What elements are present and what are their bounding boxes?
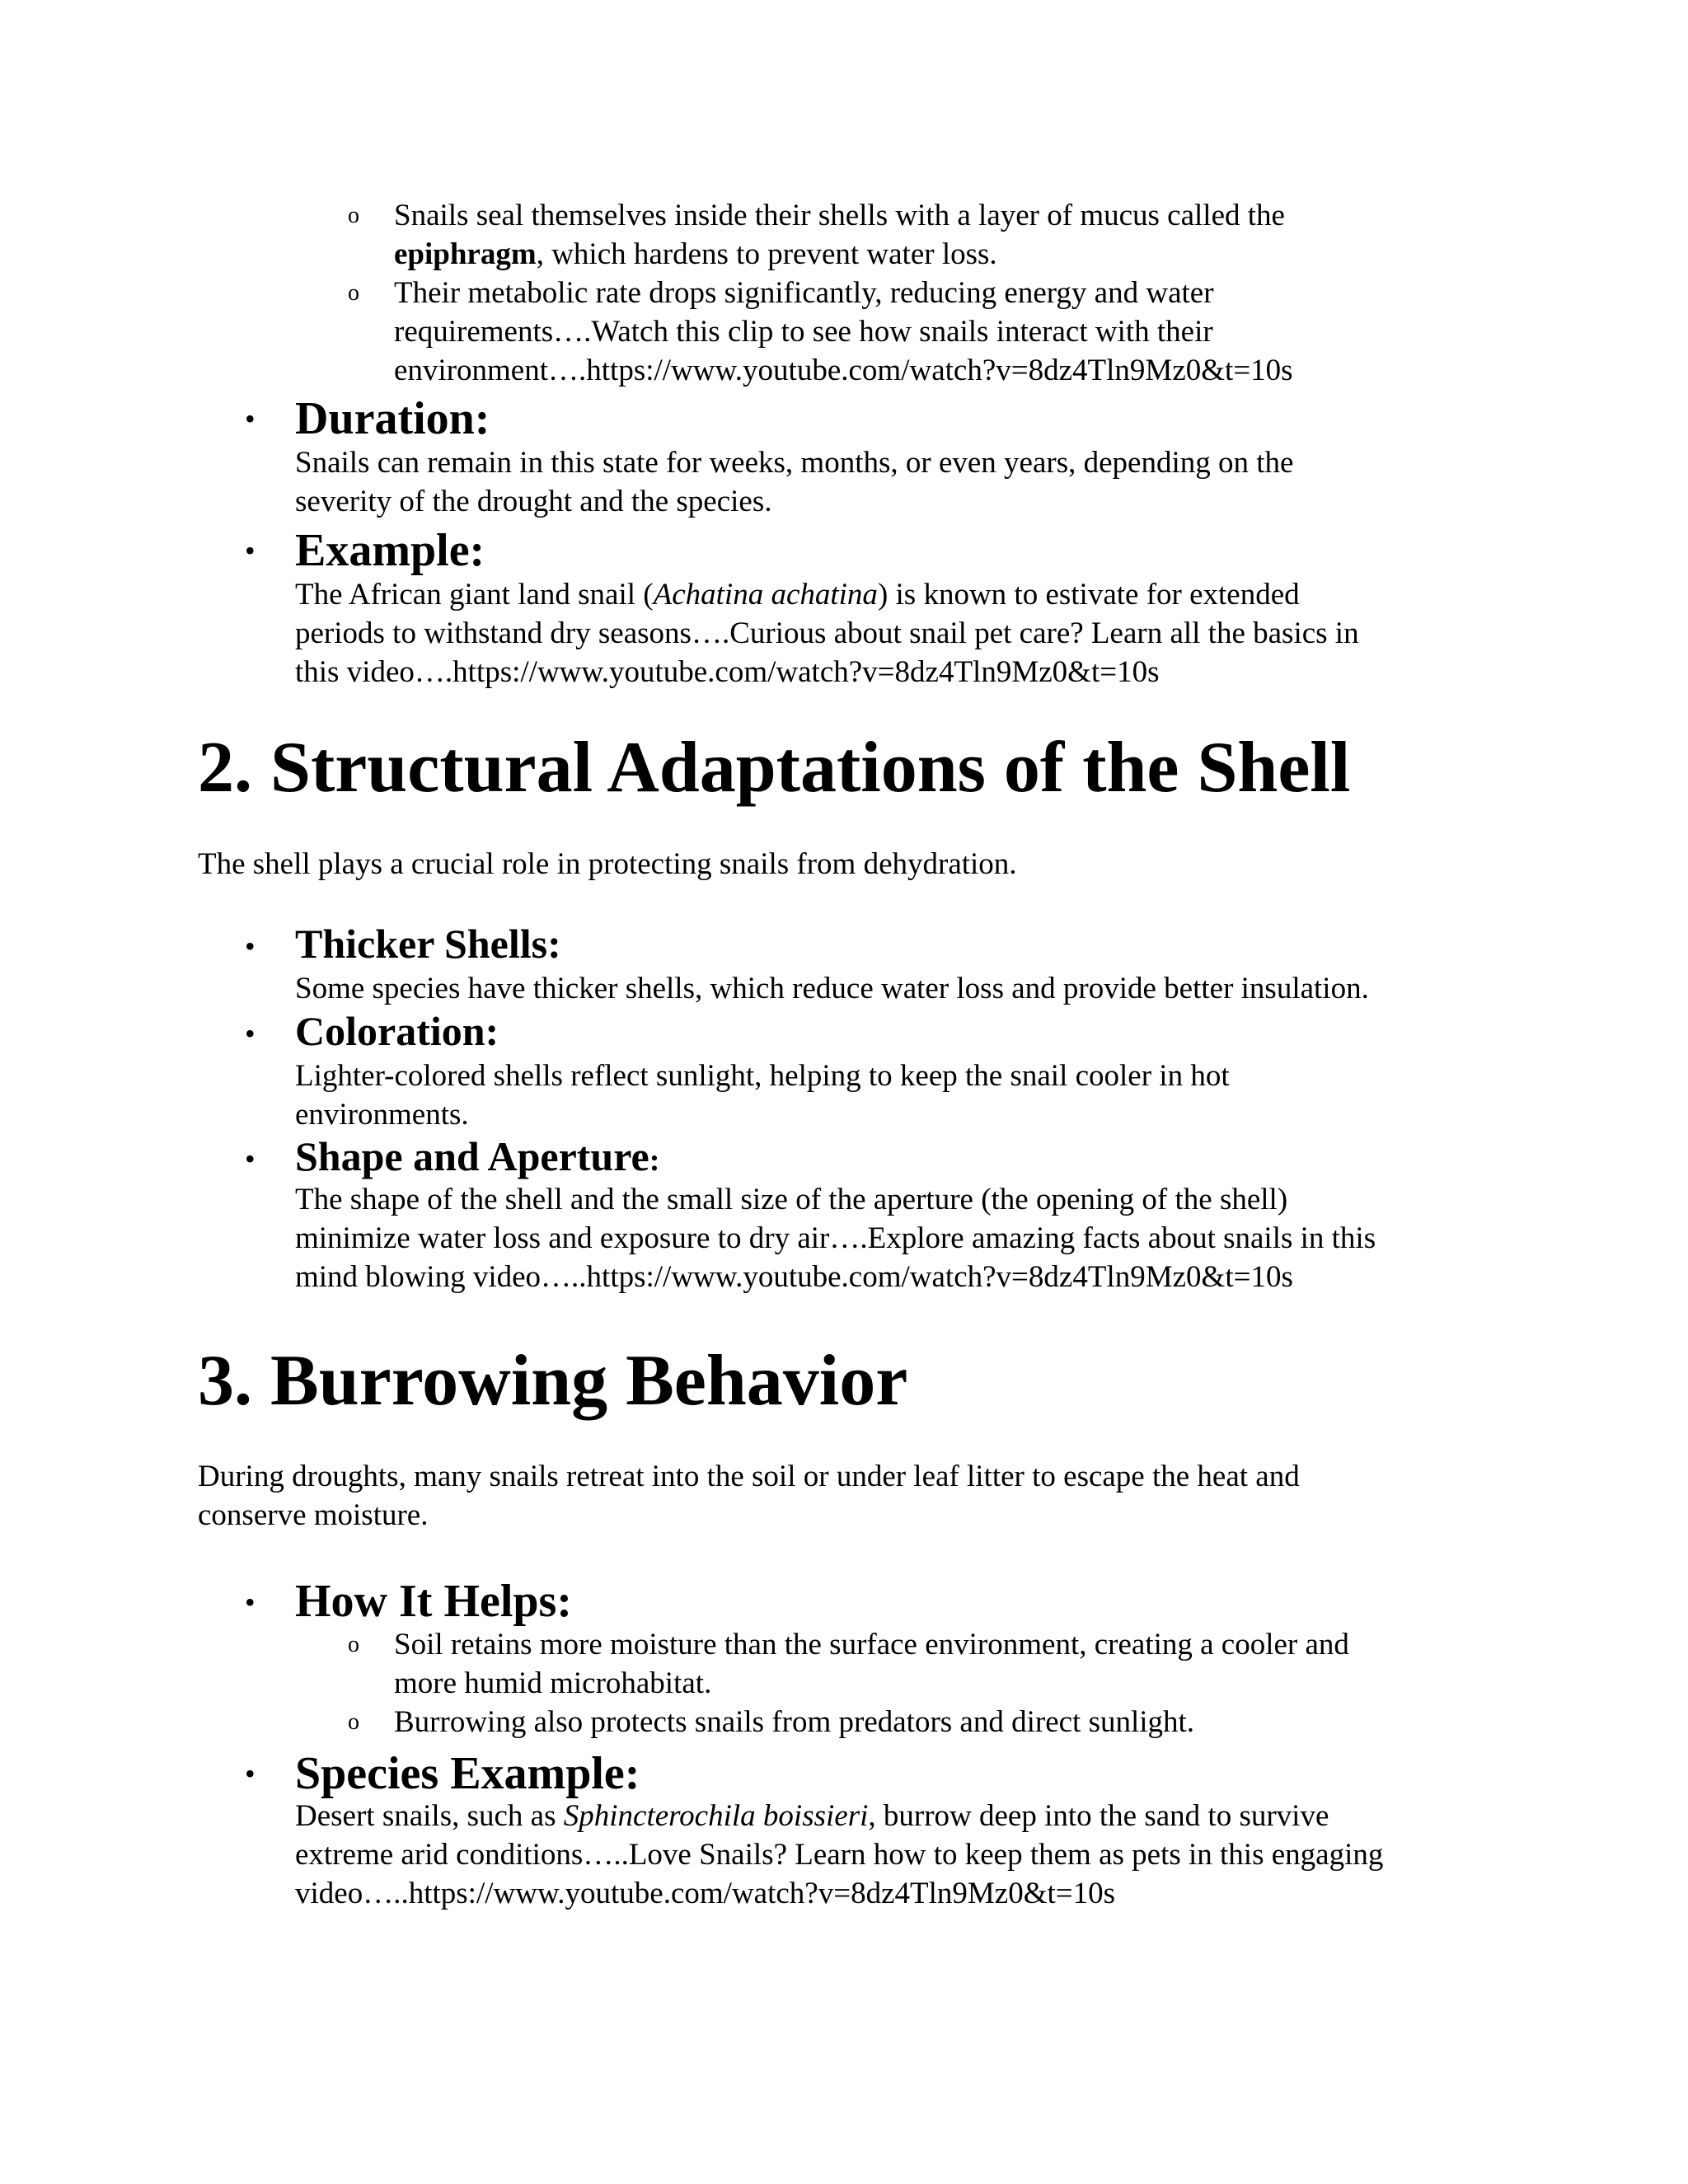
list-item-text: , which hardens to prevent water loss. <box>536 237 997 271</box>
example-text <box>295 575 1507 691</box>
bullet-marker: • <box>245 1757 256 1790</box>
section-3-title: 3. Burrowing Behavior <box>198 1341 908 1421</box>
paragraph-line: The shape of the shell and the small size of the aperture (the opening of the shell) <box>295 1183 1288 1216</box>
list-item-text: requirements….Watch this clip to see how snails interact with their <box>394 315 1213 349</box>
species-name: Sphincterochila boissieri <box>563 1799 869 1833</box>
paragraph-line: extreme arid conditions…..Love Snails? Learn how to keep them as pets in this engaging <box>295 1838 1384 1872</box>
video-link[interactable]: environment….https://www.youtube.com/watch?v=8dz4Tln9Mz0&t=10s <box>394 354 1293 387</box>
paragraph-line: minimize water loss and exposure to dry air….Explore amazing facts about snails in this <box>295 1221 1376 1255</box>
shape-aperture-heading <box>295 1133 660 1179</box>
heading-text: Shape and Aperture <box>295 1133 649 1179</box>
sub-bullet-marker: o <box>348 203 359 228</box>
term-epiphragm: epiphragm <box>394 237 537 271</box>
heading-colon: : <box>649 1143 660 1178</box>
paragraph-line: Lighter-colored shells reflect sunlight, helping to keep the snail cooler in hot <box>295 1059 1230 1093</box>
paragraph-text: , burrow deep into the sand to survive <box>868 1799 1329 1833</box>
list-item-text: Their metabolic rate drops significantly, reducing energy and water <box>394 276 1214 310</box>
list-item <box>394 196 1498 274</box>
duration-heading: Duration: <box>295 393 490 444</box>
list-item-text: more humid microhabitat. <box>394 1666 712 1700</box>
paragraph-line: environments. <box>295 1098 469 1132</box>
section-2-title: 2. Structural Adaptations of the Shell <box>198 728 1351 808</box>
section-2-intro: The shell plays a crucial role in protecting snails from dehydration. <box>198 847 1017 881</box>
video-link[interactable]: video…..https://www.youtube.com/watch?v=8dz4Tln9Mz0&t=10s <box>295 1877 1116 1910</box>
thicker-shells-heading: Thicker Shells: <box>295 921 561 967</box>
paragraph-line: During droughts, many snails retreat into the soil or under leaf litter to escape the heat and <box>198 1460 1300 1493</box>
sub-bullet-marker: o <box>348 1709 359 1735</box>
list-item-text: Soil retains more moisture than the surface environment, creating a cooler and <box>394 1628 1349 1661</box>
species-name: Achatina achatina <box>653 578 878 612</box>
species-example-text <box>295 1797 1507 1913</box>
bullet-marker: • <box>245 1017 256 1050</box>
list-item-text: Snails seal themselves inside their shells with a layer of mucus called the <box>394 199 1285 232</box>
bullet-marker: • <box>245 1586 256 1619</box>
sub-bullet-marker: o <box>348 280 359 306</box>
section-3-intro <box>198 1457 1500 1535</box>
how-it-helps-heading: How It Helps: <box>295 1576 572 1627</box>
paragraph-line: Snails can remain in this state for weeks, months, or even years, depending on the <box>295 446 1294 480</box>
example-heading: Example: <box>295 525 485 576</box>
species-example-heading: Species Example: <box>295 1748 640 1799</box>
coloration-text <box>295 1057 1507 1134</box>
sub-bullet-marker: o <box>348 1632 359 1657</box>
list-item <box>394 1625 1498 1703</box>
list-item: Burrowing also protects snails from predators and direct sunlight. <box>394 1705 1195 1739</box>
paragraph-line: severity of the drought and the species. <box>295 485 772 518</box>
bullet-marker: • <box>245 402 256 435</box>
paragraph-line: conserve moisture. <box>198 1498 429 1532</box>
video-link[interactable]: mind blowing video…..https://www.youtube.com/watch?v=8dz4Tln9Mz0&t=10s <box>295 1260 1293 1294</box>
paragraph-text: ) is known to estivate for extended <box>877 578 1300 612</box>
paragraph-line: periods to withstand dry seasons….Curious about snail pet care? Learn all the basics in <box>295 616 1359 650</box>
bullet-marker: • <box>245 930 256 963</box>
paragraph-text: The African giant land snail ( <box>295 578 654 612</box>
shape-aperture-text <box>295 1180 1507 1296</box>
thicker-shells-text: Some species have thicker shells, which reduce water loss and provide better insulation. <box>295 972 1369 1005</box>
list-item <box>394 274 1498 390</box>
paragraph-text: Desert snails, such as <box>295 1799 564 1833</box>
coloration-heading: Coloration: <box>295 1008 499 1054</box>
bullet-marker: • <box>245 1142 256 1175</box>
bullet-marker: • <box>245 534 256 567</box>
duration-text <box>295 443 1507 521</box>
video-link[interactable]: this video….https://www.youtube.com/watch?v=8dz4Tln9Mz0&t=10s <box>295 655 1160 689</box>
